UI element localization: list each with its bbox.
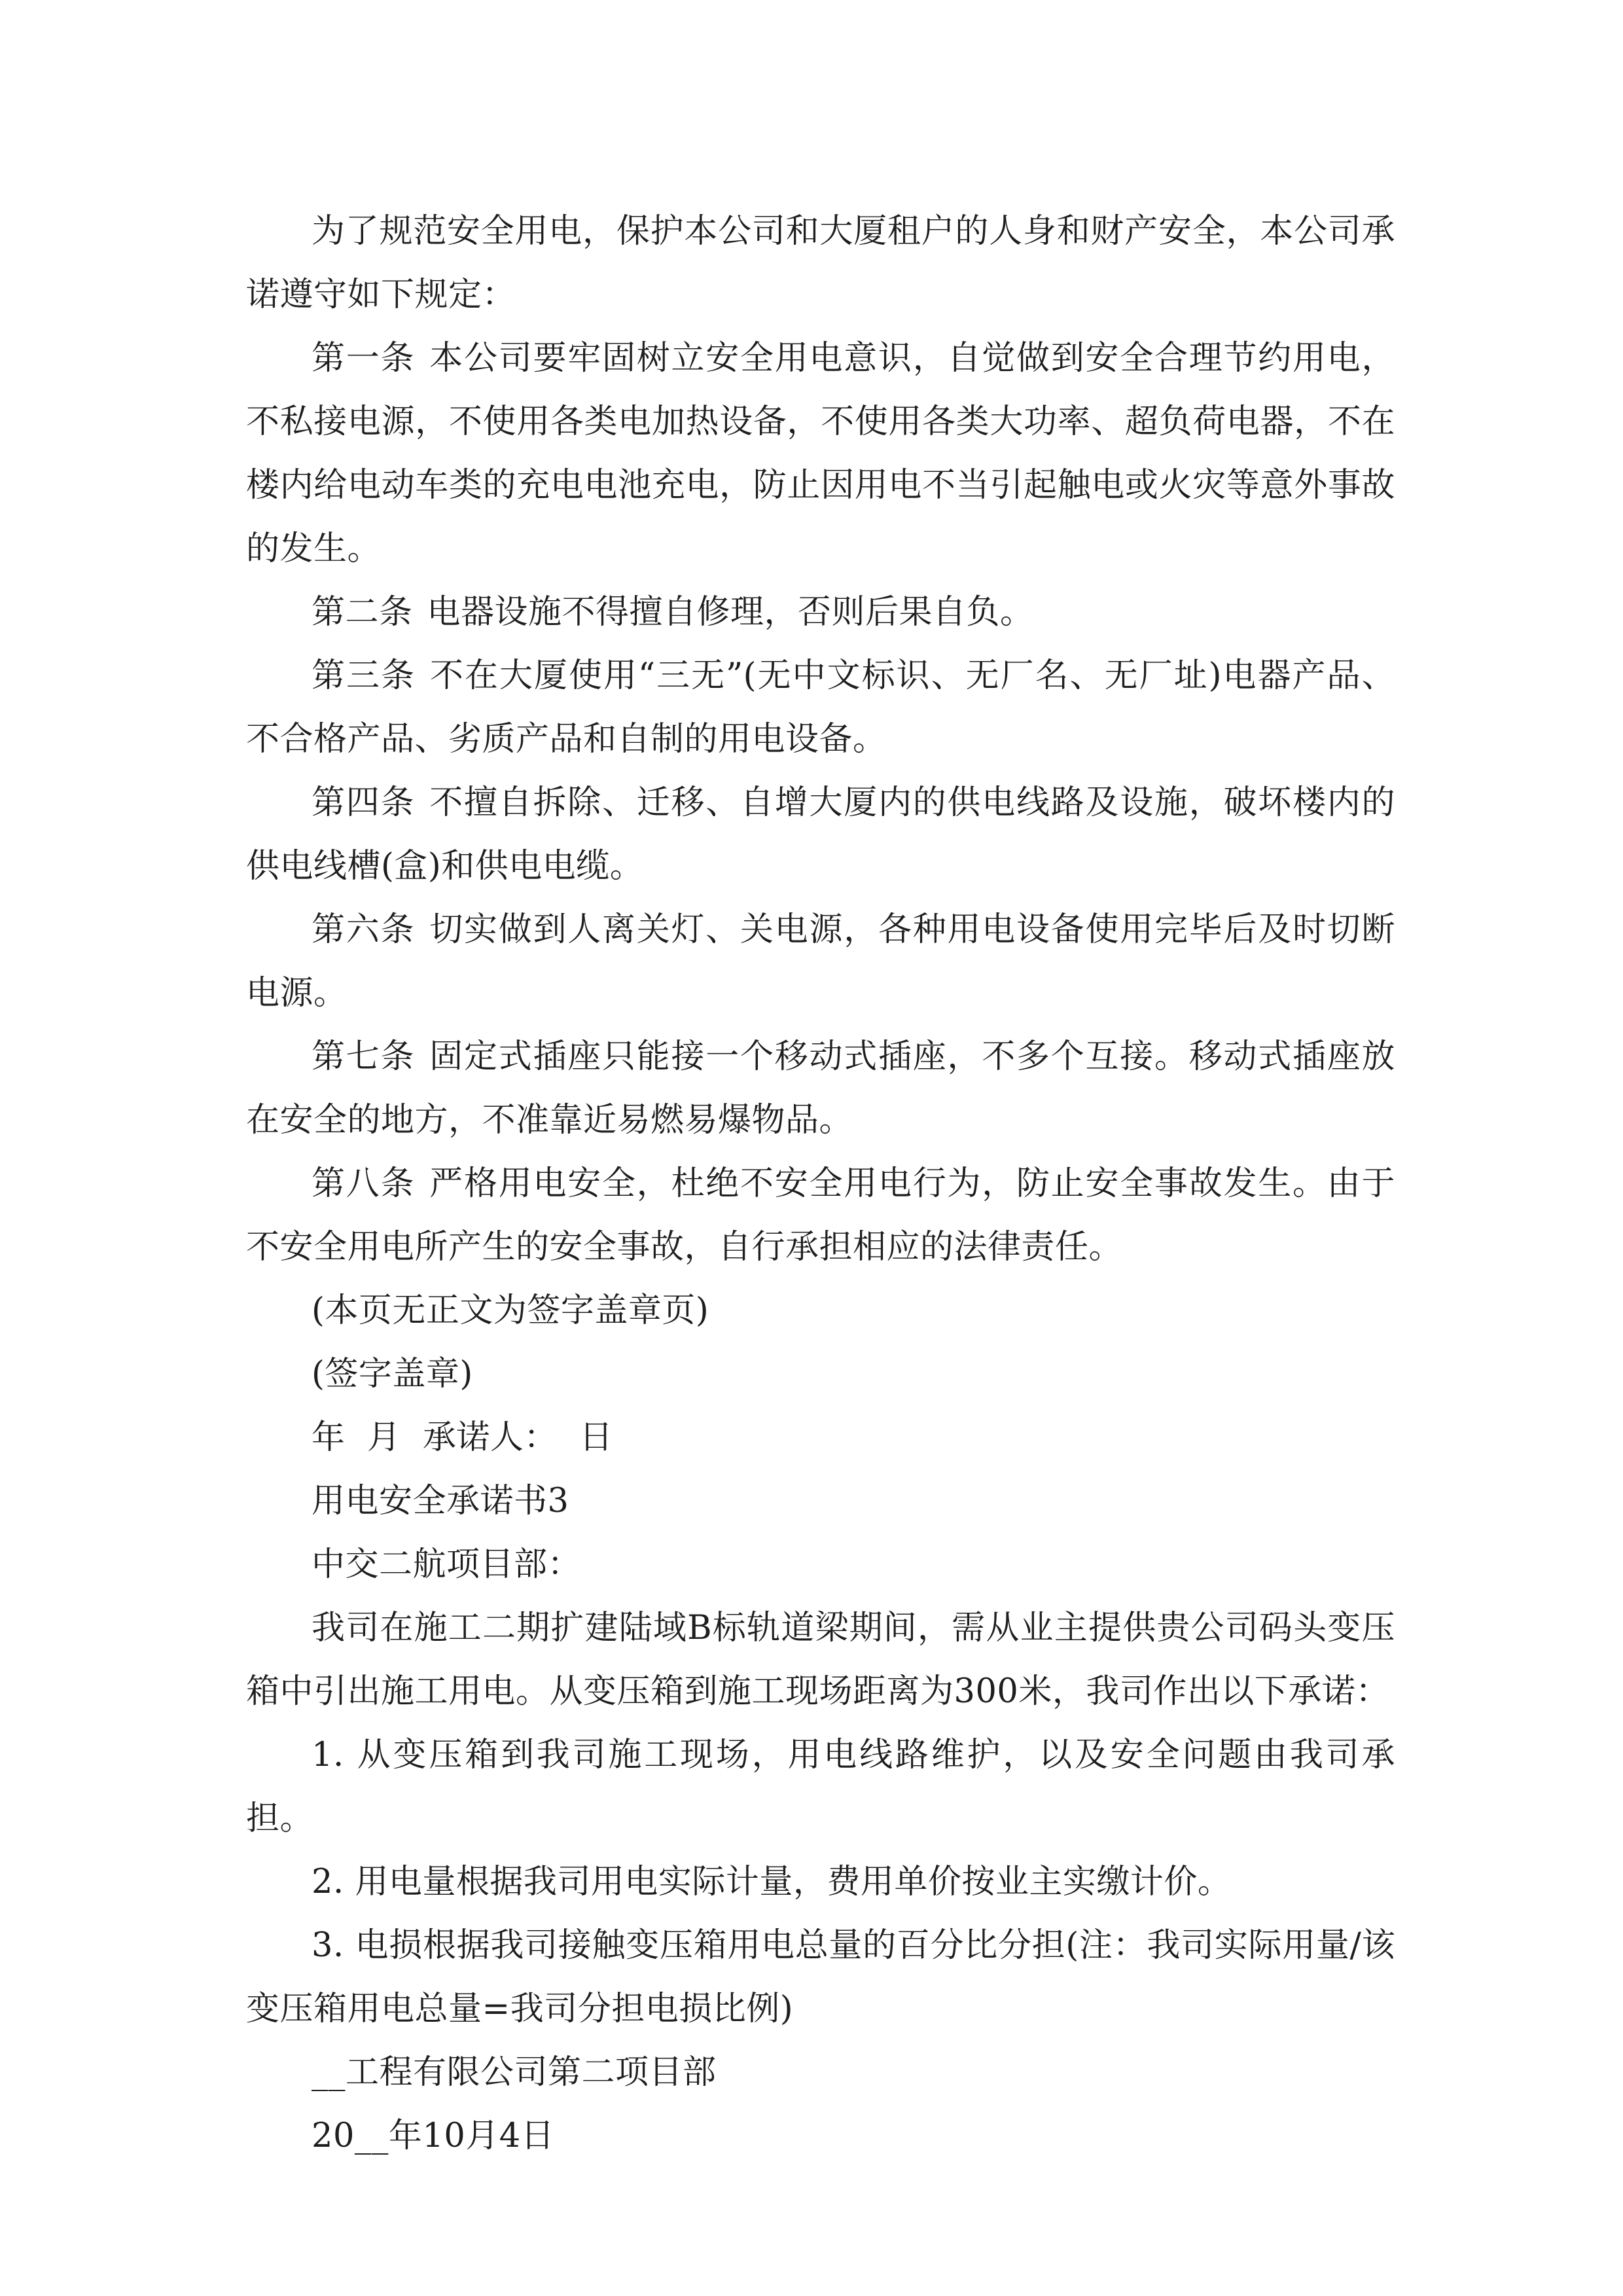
addressee: 中交二航项目部： — [312, 1545, 582, 1584]
article-6 — [246, 898, 1395, 1025]
date-signer-line: 年 月 承诺人： 日 — [312, 1418, 613, 1457]
document-body — [246, 200, 1395, 2168]
article-number: 第八条 — [312, 1164, 416, 1203]
article-7 — [246, 1025, 1395, 1152]
article-text: 电器设施不得擅自修理，否则后果自负。 — [427, 593, 1034, 632]
article-text: 不擅自拆除、迁移、自增大厦内的供电线路及设施，破坏楼内的供电线槽(盒)和供电电缆。 — [246, 783, 1395, 886]
company-name: __工程有限公司第二项目部 — [312, 2053, 717, 2092]
document-date: 20__年10月4日 — [312, 2117, 555, 2155]
article-number: 第一条 — [312, 339, 416, 378]
article-number: 第六条 — [312, 910, 416, 949]
commitment-item-3: 3. 电损根据我司接触变压箱用电总量的百分比分担(注：我司实际用量/该变压箱用电总量=我司分担电损比例) — [246, 1926, 1395, 2028]
article-number: 第七条 — [312, 1037, 416, 1076]
section-title: 用电安全承诺书3 — [312, 1482, 569, 1520]
article-4 — [246, 771, 1395, 898]
commitment-item-1: 1. 从变压箱到我司施工现场，用电线路维护，以及安全问题由我司承担。 — [246, 1736, 1395, 1838]
article-number: 第三条 — [312, 656, 416, 695]
seal-note: (签字盖章) — [312, 1355, 473, 1393]
article-2 — [246, 581, 1395, 644]
commitment-item-2: 2. 用电量根据我司用电实际计量，费用单价按业主实缴计价。 — [312, 1863, 1232, 1901]
article-3 — [246, 644, 1395, 771]
letter-body: 我司在施工二期扩建陆域B标轨道梁期间，需从业主提供贵公司码头变压箱中引出施工用电。从变压箱到施工现场距离为300米，我司作出以下承诺： — [246, 1609, 1395, 1711]
article-8 — [246, 1152, 1395, 1279]
article-text: 切实做到人离关灯、关电源，各种用电设备使用完毕后及时切断电源。 — [246, 910, 1395, 1013]
article-1 — [246, 327, 1395, 581]
article-text: 不在大厦使用“三无”(无中文标识、无厂名、无厂址)电器产品、不合格产品、劣质产品和自制的用电设备。 — [246, 656, 1395, 759]
article-text: 严格用电安全，杜绝不安全用电行为，防止安全事故发生。由于不安全用电所产生的安全事故，自行承担相应的法律责任。 — [246, 1164, 1395, 1266]
article-text: 本公司要牢固树立安全用电意识，自觉做到安全合理节约用电，不私接电源，不使用各类电加热设备，不使用各类大功率、超负荷电器，不在楼内给电动车类的充电电池充电，防止因用电不当引起触电或火灾等意外事故的发生。 — [246, 339, 1395, 568]
article-text: 固定式插座只能接一个移动式插座，不多个互接。移动式插座放在安全的地方，不准靠近易燃易爆物品。 — [246, 1037, 1395, 1139]
intro-paragraph: 为了规范安全用电，保护本公司和大厦租户的人身和财产安全，本公司承诺遵守如下规定： — [246, 212, 1395, 314]
article-number: 第四条 — [312, 783, 416, 822]
signature-note: (本页无正文为签字盖章页) — [312, 1291, 709, 1330]
article-number: 第二条 — [312, 593, 413, 632]
